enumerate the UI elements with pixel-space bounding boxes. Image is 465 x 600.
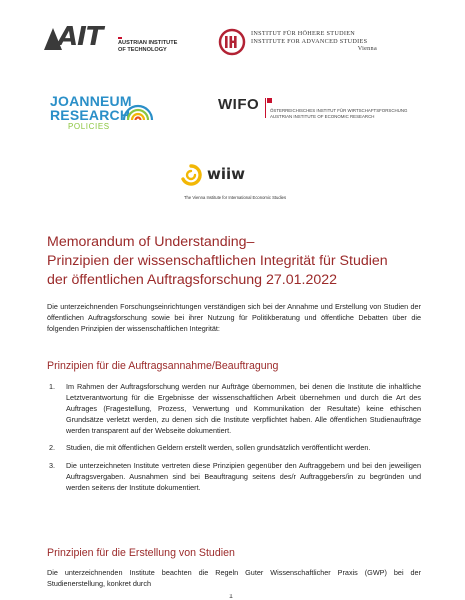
section1-heading: Prinzipien für die Auftragsannahme/Beauftragung [47, 360, 279, 372]
list-item [47, 442, 421, 453]
ihs-text-block [251, 30, 381, 53]
list-item-text: Studien, die mit öffentlichen Geldern erstellt werden, sollen grundsätzlich veröffentlicht werden. [66, 443, 371, 453]
wifo-text-block [270, 108, 408, 120]
wiiw-wordmark: wiiw [207, 165, 245, 183]
wifo-line2: AUSTRIAN INSTITUTE OF ECONOMIC RESEARCH [270, 114, 375, 119]
list-item-text: Die unterzeichneten Institute vertreten diese Prinzipien gegenüber den Auftraggebern und bei den jeweiligen Auftragsvergaben. Ausnahmen sind bei Beauftragung seitens des/r Auftraggebers/in zu begründen und werden seitens der Institute dokumentiert. [66, 460, 421, 492]
wiiw-swirl-icon [180, 164, 202, 186]
page-number: 1 [229, 594, 233, 600]
wifo-logo [218, 96, 408, 126]
joanneum-line2: RESEARCH [50, 107, 131, 123]
ait-subtitle [118, 40, 198, 53]
ihs-logo [218, 26, 378, 62]
list-item [47, 381, 421, 436]
ihs-line1: INSTITUT FÜR HÖHERE STUDIEN [251, 30, 356, 37]
section2-paragraph: Die unterzeichnenden Institute beachten die Regeln Guter Wissenschaftlicher Praxis (GWP) bei der Studienerstellung, konkret durch [47, 568, 421, 589]
intro-paragraph: Die unterzeichnenden Forschungseinrichtungen verständigen sich bei der Annahme und Erstellung von Studien der öffentlichen Auftragsforschung sowie bei ihrer Nutzung für Politikberatung und öffentliche Debatten über die folgenden Prinzipien der wissenschaftlichen Integrität: [47, 302, 421, 334]
ait-subtitle-line2: OF TECHNOLOGY [118, 46, 167, 53]
joanneum-logo [50, 94, 160, 134]
ait-red-bar [118, 37, 122, 39]
wiiw-tagline: The Vienna Institute for International Economic Studies [183, 195, 287, 200]
section2-heading: Prinzipien für die Erstellung von Studien [47, 547, 235, 559]
title-line3: der öffentlichen Auftragsforschung 27.01.2022 [47, 272, 338, 288]
list-item-text: Im Rahmen der Auftragsforschung werden nur Aufträge übernommen, bei denen die Institute die inhaltliche Letztverantwortung für die Ergebnisse der wissenschaftlichen Arbeit übernehmen und durch die Art des Auftrages (Fragestellung, Prozess, Verwertung und Kommunikation der Resultate) keine ethischen Grundsätze verletzt werden, zu denen sich die Institute verpflichtet haben. Alle öffentlichen Studienaufträge werden transparent auf der Webseite dokumentiert. [66, 382, 421, 436]
list-item-number: 2. [49, 443, 56, 453]
wifo-line1: ÖSTERREICHISCHES INSTITUT FÜR WIRTSCHAFTSFORSCHUNG [270, 108, 408, 113]
ihs-line2: INSTITUTE FOR ADVANCED STUDIES [251, 37, 368, 45]
section1-list [47, 381, 421, 499]
ihs-line3: Vienna [357, 45, 377, 53]
wifo-red-square [267, 98, 272, 103]
joanneum-wordmark [50, 94, 132, 131]
ait-wordmark: AIT [58, 22, 103, 52]
document-title [47, 233, 447, 290]
wifo-divider [265, 98, 266, 118]
wiiw-logo [160, 164, 310, 204]
list-item-number: 1. [49, 382, 56, 391]
joanneum-line1: JOANNEUM [50, 93, 132, 109]
ait-logo [44, 22, 194, 58]
wifo-wordmark: WIFO [218, 96, 260, 113]
joanneum-line3: POLICIES [68, 122, 110, 131]
list-item [47, 460, 421, 493]
ihs-emblem-icon [218, 28, 246, 56]
title-line2: Prinzipien der wissenschaftlichen Integrität für Studien [47, 253, 388, 269]
title-line1: Memorandum of Understanding– [47, 234, 255, 250]
joanneum-arcs-icon [122, 94, 154, 120]
list-item-number: 3. [49, 460, 56, 470]
ait-subtitle-line1: AUSTRIAN INSTITUTE [118, 40, 178, 46]
